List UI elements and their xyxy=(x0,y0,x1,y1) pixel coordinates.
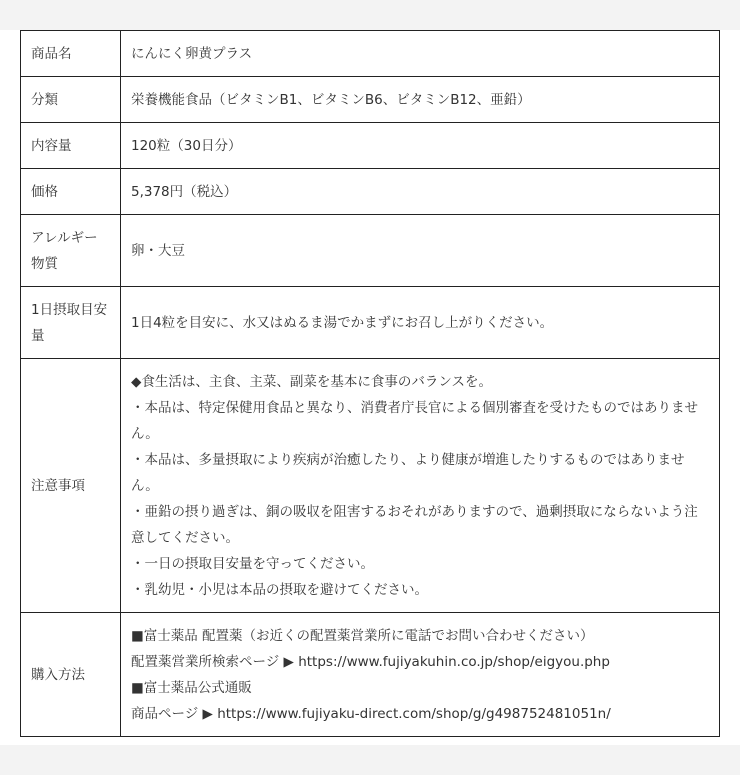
label-purchase: 購入方法 xyxy=(21,613,121,737)
label-precautions: 注意事項 xyxy=(21,359,121,613)
row-precautions xyxy=(21,359,720,613)
value-precautions xyxy=(121,359,720,613)
value-product-name xyxy=(121,31,720,77)
label-daily-intake: 1日摂取目安量 xyxy=(21,287,121,359)
precaution-line: ・一日の摂取目安量を守ってください。 xyxy=(131,555,374,572)
purchase-link-line[interactable]: 配置薬営業所検索ページ ▶ https://www.fujiyakuhin.co.jp/shop/eigyou.php xyxy=(131,653,610,670)
row-daily-intake xyxy=(21,287,720,359)
value-purchase xyxy=(121,613,720,737)
value-line: 栄養機能食品（ビタミンB1、ビタミンB6、ビタミンB12、亜鉛） xyxy=(131,91,531,108)
precaution-line: ・亜鉛の摂り過ぎは、銅の吸収を阻害するおそれがありますので、過剰摂取にならないよう注意してください。 xyxy=(131,503,698,546)
value-category xyxy=(121,77,720,123)
label-category: 分類 xyxy=(21,77,121,123)
label-product-name: 商品名 xyxy=(21,31,121,77)
bottom-background-band xyxy=(0,745,740,775)
value-line: 5,378円（税込） xyxy=(131,183,238,200)
value-price xyxy=(121,169,720,215)
purchase-line: ■富士薬品公式通販 xyxy=(131,679,252,696)
value-line: 卵・大豆 xyxy=(131,242,185,259)
product-spec-table xyxy=(20,30,720,737)
label-contents: 内容量 xyxy=(21,123,121,169)
value-daily-intake xyxy=(121,287,720,359)
value-allergens xyxy=(121,215,720,287)
value-line: 120粒（30日分） xyxy=(131,137,242,154)
precaution-line: ・本品は、特定保健用食品と異なり、消費者庁長官による個別審査を受けたものではありません。 xyxy=(131,399,698,442)
row-price xyxy=(21,169,720,215)
precaution-line: ・本品は、多量摂取により疾病が治癒したり、より健康が増進したりするものではありません。 xyxy=(131,451,685,494)
value-line: 1日4粒を目安に、水又はぬるま湯でかまずにお召し上がりください。 xyxy=(131,314,554,331)
label-allergens: アレルギー物質 xyxy=(21,215,121,287)
value-contents xyxy=(121,123,720,169)
row-category xyxy=(21,77,720,123)
purchase-link-line[interactable]: 商品ページ ▶ https://www.fujiyaku-direct.com/shop/g/g498752481051n/ xyxy=(131,705,611,722)
precaution-line: ◆食生活は、主食、主菜、副菜を基本に食事のバランスを。 xyxy=(131,373,492,390)
row-allergens xyxy=(21,215,720,287)
purchase-line: ■富士薬品 配置薬（お近くの配置薬営業所に電話でお問い合わせください） xyxy=(131,627,594,644)
top-background-band xyxy=(0,0,740,30)
row-purchase xyxy=(21,613,720,737)
row-contents xyxy=(21,123,720,169)
value-line: にんにく卵黄プラス xyxy=(131,45,253,62)
label-price: 価格 xyxy=(21,169,121,215)
row-product-name xyxy=(21,31,720,77)
precaution-line: ・乳幼児・小児は本品の摂取を避けてください。 xyxy=(131,581,428,598)
